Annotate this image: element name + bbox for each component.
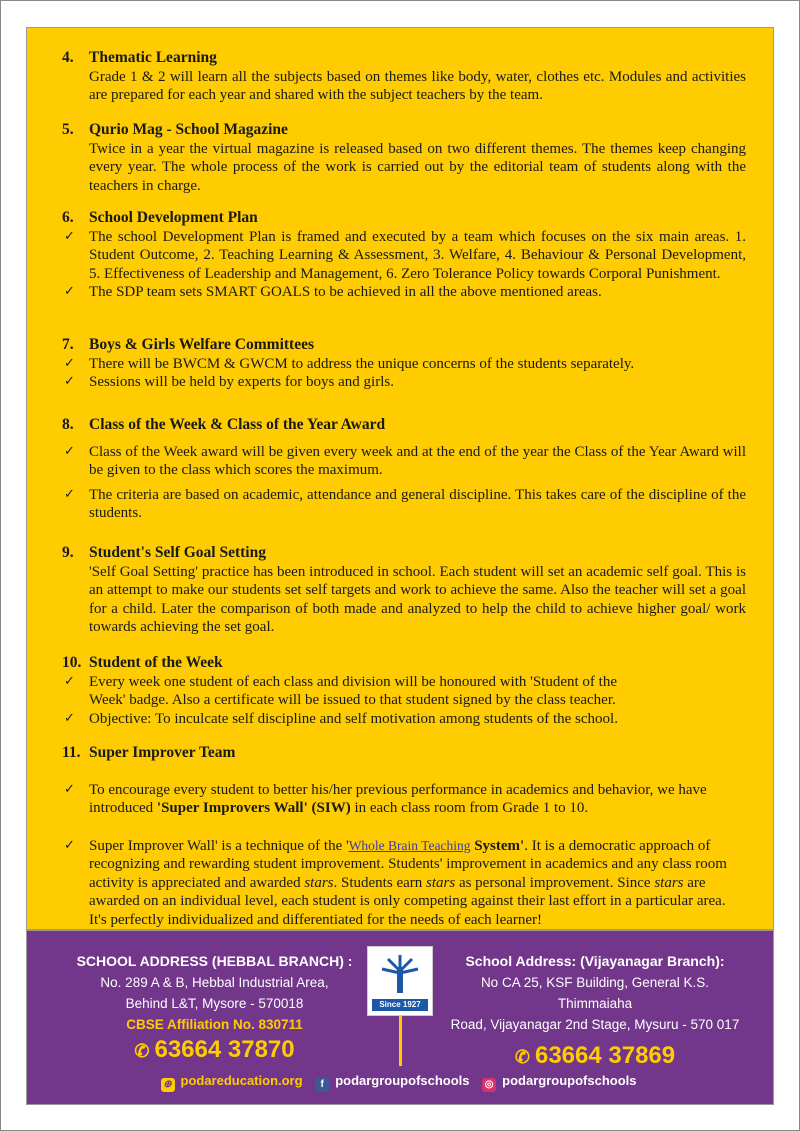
section-body: Twice in a year the virtual magazine is released based on two different themes. The themes keep changing every year. The whole process of the work is carried out by the editorial team of students along with the teachers in charge.	[89, 140, 746, 194]
checkmark-icon: ✓	[64, 374, 75, 389]
phone-icon: ✆	[134, 1041, 155, 1061]
address-line: No. 289 A & B, Hebbal Industrial Area,	[100, 975, 329, 990]
whole-brain-teaching-link[interactable]: Whole Brain Teaching	[348, 837, 471, 853]
section-number: 11.	[62, 744, 81, 761]
list-item: ✓ There will be BWCM & GWCM to address the unique concerns of the students separately.	[64, 355, 635, 372]
checkmark-icon: ✓	[64, 710, 75, 726]
tree-icon	[368, 947, 432, 997]
address-heading: School Address: (Vijayanagar Branch):	[465, 953, 725, 969]
list-item: ✓ The SDP team sets SMART GOALS to be achieved in all the above mentioned areas.	[64, 284, 602, 300]
section-school-development-plan	[62, 209, 746, 302]
section-number: 8.	[62, 416, 74, 433]
section-welfare-committees	[62, 336, 746, 392]
website-link[interactable]: ⊕ podareducation.org	[161, 1073, 306, 1088]
section-number: 6.	[62, 209, 74, 226]
checkmark-icon: ✓	[64, 837, 75, 853]
checkmark-icon: ✓	[64, 486, 75, 502]
checkmark-icon: ✓	[64, 781, 75, 797]
address-line: No CA 25, KSF Building, General K.S. Thimmaiaha	[480, 975, 710, 1011]
list-item: ✓ The criteria are based on academic, attendance and general discipline. This takes care of the discipline of the students.	[64, 486, 746, 521]
section-student-of-week	[62, 654, 746, 728]
phone-vijayanagar[interactable]: ✆ 63664 37869	[514, 1042, 676, 1069]
podar-logo	[367, 946, 433, 1016]
section-title: Qurio Mag - School Magazine	[89, 121, 288, 138]
section-self-goal-setting	[62, 544, 746, 637]
list-item: ✓ Class of the Week award will be given every week and at the end of the year the Class of the Year Award will be given to the class which scores the maximum.	[64, 443, 746, 478]
list-item: ✓ Sessions will be held by experts for boys and girls.	[64, 374, 394, 390]
checkmark-icon: ✓	[64, 443, 75, 459]
facebook-link[interactable]: f podargroupofschools	[315, 1073, 472, 1088]
phone-hebbal[interactable]: ✆ 63664 37870	[134, 1036, 295, 1063]
section-body: 'Self Goal Setting' practice has been introduced in school. Each student will set an academic self goal. This is an attempt to make our students set self targets and work to achieve the same. Also the teacher will set a goal for a child. Later the comparison of both made and analyzed to help the child to achieve higher goal/ work towards achieving the set goal.	[89, 563, 746, 635]
section-title: Thematic Learning	[89, 49, 217, 66]
hebbal-address	[57, 951, 372, 1062]
section-number: 9.	[62, 544, 74, 561]
section-title: Class of the Week & Class of the Year Award	[89, 416, 386, 433]
logo-stem	[399, 1016, 402, 1066]
section-title: Super Improver Team	[89, 744, 236, 761]
section-number: 7.	[62, 336, 74, 353]
address-heading: SCHOOL ADDRESS (HEBBAL BRANCH) :	[76, 953, 353, 969]
section-body: Grade 1 & 2 will learn all the subjects based on themes like body, water, clothes etc. Modules and activities are prepared for each year and shared with the subject teachers by the team.	[89, 68, 746, 103]
social-links	[27, 1073, 773, 1092]
instagram-icon: ◎	[482, 1078, 496, 1092]
section-thematic-learning	[62, 49, 746, 105]
section-title: Boys & Girls Welfare Committees	[89, 336, 314, 353]
section-title: School Development Plan	[89, 209, 258, 226]
instagram-link[interactable]: ◎ podargroupofschools	[482, 1073, 639, 1088]
section-title: Student's Self Goal Setting	[89, 544, 266, 561]
checkmark-icon: ✓	[64, 355, 75, 371]
address-line: Road, Vijayanagar 2nd Stage, Mysuru - 570 017	[450, 1017, 740, 1032]
facebook-icon: f	[315, 1078, 329, 1092]
list-item: ✓ Every week one student of each class and division will be honoured with 'Student of the Week' badge. Also a certificate will be issued to that student signed by the class teacher.	[64, 673, 617, 708]
checkmark-icon: ✓	[64, 228, 75, 244]
section-number: 5.	[62, 121, 74, 138]
checkmark-icon: ✓	[64, 673, 75, 689]
list-item: ✓ Super Improver Wall' is a technique of the 'Whole Brain Teaching System'. It is a democratic approach of recognizing and rewarding student improvement. Students' improvement in academics and any class room activity is appreciated and awarded stars. Students earn stars as personal improvement. Since stars are awarded on an individual level, each student is only competing against their last effort in a particular area. It's perfectly individualized and differentiated for the needs of each learner!	[64, 837, 727, 928]
cbse-affiliation: CBSE Affiliation No. 830711	[126, 1017, 303, 1032]
list-item: ✓ The school Development Plan is framed and executed by a team which focuses on the six main areas. 1. Student Outcome, 2. Teaching Learning & Assessment, 3. Welfare, 4. Behaviour & Personal Development, 5. Effectiveness of Leadership and Management, 6. Zero Tolerance Policy towards Corporal Punishment.	[64, 228, 746, 282]
section-title: Student of the Week	[89, 654, 223, 671]
vijayanagar-address	[445, 951, 745, 1068]
section-super-improver-team	[62, 744, 746, 929]
section-qurio-mag	[62, 121, 746, 195]
list-item: ✓ Objective: To inculcate self discipline and self motivation among students of the school.	[64, 710, 618, 727]
phone-icon: ✆	[514, 1047, 535, 1067]
checkmark-icon: ✓	[64, 284, 75, 299]
globe-icon: ⊕	[161, 1078, 175, 1092]
footer	[26, 930, 774, 1105]
section-number: 4.	[62, 49, 74, 66]
address-line: Behind L&T, Mysore - 570018	[125, 996, 304, 1011]
section-class-of-week	[62, 416, 746, 523]
list-item: ✓ To encourage every student to better his/her previous performance in academics and behavior, we have introduced 'Super Improvers Wall' (SIW) in each class room from Grade 1 to 10.	[64, 781, 707, 816]
logo-since: Since 1927	[372, 999, 428, 1011]
section-number: 10.	[62, 654, 82, 671]
